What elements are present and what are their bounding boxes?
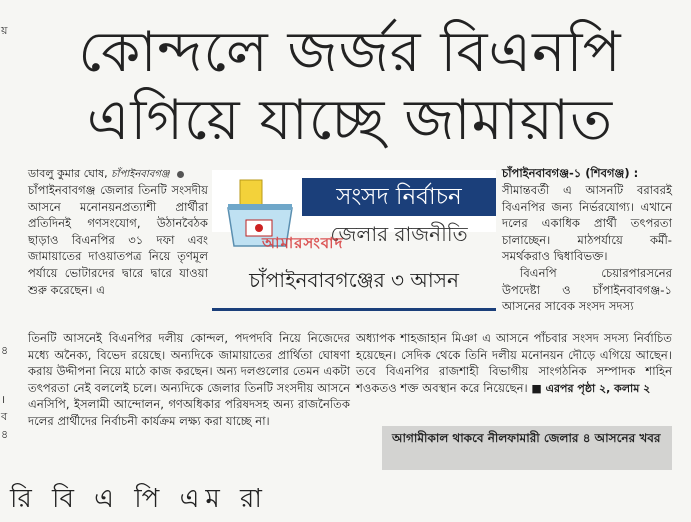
article-wide-text: তিনটি আসনেই বিএনপির দলীয় কোন্দল, পদপদবি নিয়ে নিজেদের মধ্যে অনৈক্য, বিভেদ রয়েছে। অন্যদিকে জামায়াতের প্রার্থিতা ঘোষণা করায় উদ্দীপনা নিয়ে মাঠে কাজ করছেন। অন্য দলগুলোর তেমন একটা তৎপরতা নেই বললেই চলে। অন্যদিকে জেলার তিনটি সংসদীয় আসনে এনসিপি, ইসলামী আন্দোলন, গণঅধিকার পরিষদসহ অন্য রাজনৈতিক দলের প্রার্থীদের নির্বাচনী কার্যক্রম লক্ষ্য করা যাচ্ছে না। [28, 331, 350, 428]
article-column-1: চাঁপাইনবাবগঞ্জ জেলার তিনটি সংসদীয় আসনে মনোনয়নপ্রত্যাশী প্রার্থীরা প্রতিদিনই গণসংযোগ, উঠানবৈঠক ছাড়াও বিএনপির ৩১ দফা এবং জামায়াতের দাওয়াতপত্র নিয়ে তৃণমূল পর্যায়ে ভোটারদের দ্বারে দ্বারে যাওয়া শুরু করেছেন। এ [28, 183, 208, 297]
headline-line-2: এগিয়ে যাচ্ছে জামায়াত [86, 88, 614, 153]
bullet-icon [177, 171, 184, 178]
continued-link[interactable]: ■ এরপর পৃষ্ঠা ২, কলাম ২ [531, 381, 651, 395]
next-headline-fragment: রি বি এ পি এম রা [10, 484, 268, 514]
paragraph: সীমান্তবর্তী এ আসনটি বরাবরই বিএনপির জন্য নির্ভরযোগ্য। এখানে দলের একাধিক প্রার্থী তৎপরতা চালাচ্ছেন। মাঠপর্যায়ে কর্মী-সমর্থকরাও দ্বিধাবিভক্ত। [502, 183, 672, 264]
fragment-char: । [1, 393, 6, 406]
watermark-logo: আমারসংবাদ [262, 234, 344, 252]
section-subheading: চাঁপাইনবাবগঞ্জ-১ (শিবগঞ্জ) : [502, 166, 639, 180]
previous-column-fragment [0, 0, 10, 491]
paragraph: অধ্যাপক শাহজাহান মিঞা এ আসনে পাঁচবার সংসদ সদস্য নির্বাচিত হয়েছেন। সেদিক থেকে তিনি দলীয় মনোনয়ন দৌড়ে এগিয়ে আছেন। তবে বিএনপির রাজশাহী বিভাগীয় সাংগঠনিক সম্পাদক শাহিন শওকতও শক্ত অবস্থান করে নিয়েছেন। [356, 331, 672, 395]
paragraph: বিএনপি চেয়ারপারসনের উপদেষ্টা ও চাঁপাইনবাবগঞ্জ-১ আসনের সাবেক সংসদ সদস্য [502, 265, 672, 314]
graphic-caption: চাঁপাইনবাবগঞ্জের ৩ আসন [249, 268, 459, 292]
banner-subtitle: জেলার রাজনীতি [330, 222, 468, 246]
article-column-2 [356, 330, 672, 397]
next-edition-teaser: আগামীকাল থাকবে নীলফামারী জেলার ৪ আসনের খবর [382, 426, 672, 470]
headline-line-1: কোন্দলে জর্জর বিএনপি [78, 20, 622, 85]
fragment-char: য় [1, 24, 8, 37]
author-place: চাঁপাইনবাবগঞ্জ [111, 169, 170, 180]
fragment-char: ৪ [1, 428, 9, 441]
banner-title: সংসদ নির্বাচন [302, 178, 496, 216]
article-column-3 [502, 182, 672, 315]
election-graphic [212, 170, 496, 320]
graphic-rule [212, 308, 496, 311]
fragment-char: ব [1, 410, 8, 423]
author-name: ডাবলু কুমার ঘোষ, [28, 167, 108, 180]
fragment-char: ৪ [1, 344, 9, 357]
